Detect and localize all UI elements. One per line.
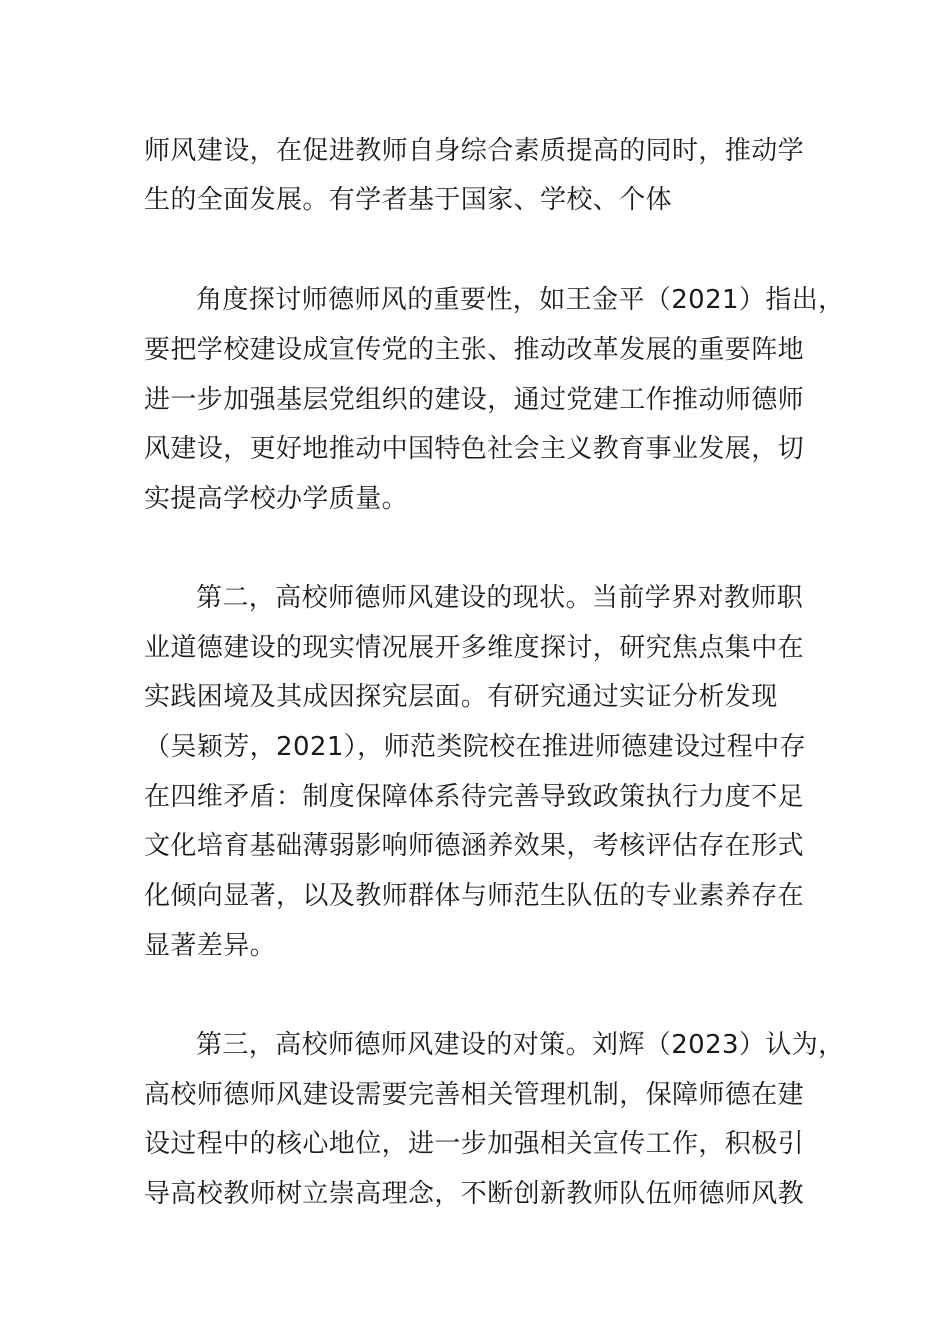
text-line: 显著差异。 xyxy=(144,931,277,961)
text-line: 在四维矛盾：制度保障体系待完善导致政策执行力度不足 xyxy=(144,782,805,812)
text-line: 文化培育基础薄弱影响师德涵养效果，考核评估存在形式 xyxy=(144,831,805,861)
text-line: （吴颖芳，2021），师范类院校在推进师德建设过程中存 xyxy=(144,732,806,762)
text-line: 师风建设，在促进教师自身综合素质提高的同时，推动学 xyxy=(144,136,805,166)
text-line: 实提高学校办学质量。 xyxy=(144,484,409,514)
paragraph-first-line: 第三，高校师德师风建设的对策。刘辉（2023）认为， xyxy=(196,1030,845,1060)
text-line: 进一步加强基层党组织的建设，通过党建工作推动师德师 xyxy=(144,385,805,415)
text-line: 要把学校建设成宣传党的主张、推动改革发展的重要阵地 xyxy=(144,335,805,365)
text-line: 业道德建设的现实情况展开多维度探讨，研究焦点集中在 xyxy=(144,633,805,663)
text-line: 设过程中的核心地位，进一步加强相关宣传工作，积极引 xyxy=(144,1129,805,1159)
text-line: 高校师德师风建设需要完善相关管理机制，保障师德在建 xyxy=(144,1080,805,1110)
text-line: 导高校教师树立崇高理念，不断创新教师队伍师德师风教 xyxy=(144,1179,805,1209)
text-line: 实践困境及其成因探究层面。有研究通过实证分析发现 xyxy=(144,682,778,712)
text-line: 化倾向显著，以及教师群体与师范生队伍的专业素养存在 xyxy=(144,881,805,911)
paragraph-first-line: 第二，高校师德师风建设的现状。当前学界对教师职 xyxy=(196,583,804,613)
paragraph-first-line: 角度探讨师德师风的重要性，如王金平（2021）指出， xyxy=(196,285,845,315)
text-line: 生的全面发展。有学者基于国家、学校、个体 xyxy=(144,185,673,215)
text-line: 风建设，更好地推动中国特色社会主义教育事业发展，切 xyxy=(144,434,805,464)
